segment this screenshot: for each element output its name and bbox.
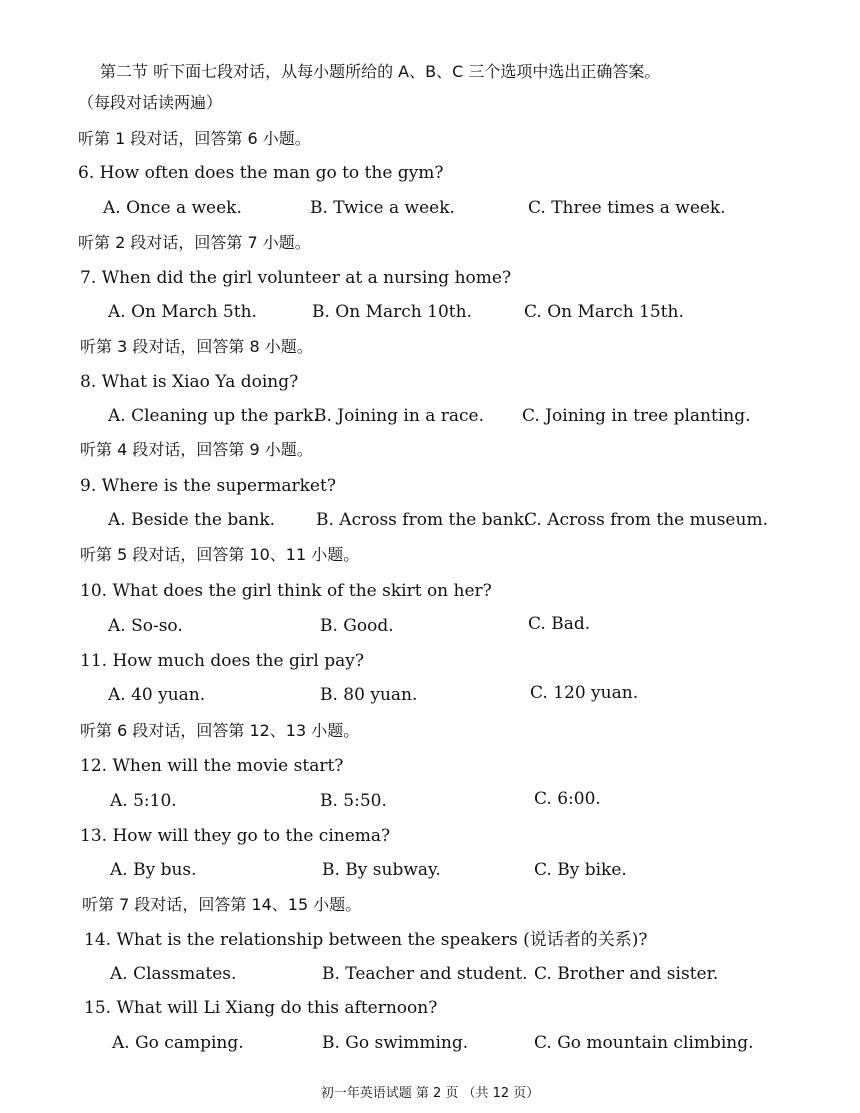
dialog-instruction: 听第 1 段对话，回答第 6 小题。: [78, 129, 311, 148]
option-b: B. 5:50.: [320, 791, 387, 811]
question-stem: 6. How often does the man go to the gym?: [78, 163, 444, 183]
option-c: C. By bike.: [534, 860, 627, 880]
option-a: A. 40 yuan.: [108, 685, 206, 705]
option-a: A. Classmates.: [110, 964, 237, 984]
question-stem: 11. How much does the girl pay?: [80, 651, 364, 671]
option-b: B. Joining in a race.: [314, 406, 484, 426]
option-c: C. 120 yuan.: [530, 683, 639, 703]
question-stem: 12. When will the movie start?: [80, 756, 344, 776]
option-a: A. Beside the bank.: [108, 510, 276, 530]
dialog-instruction: 听第 3 段对话，回答第 8 小题。: [80, 337, 313, 356]
dialog-instruction: 听第 2 段对话，回答第 7 小题。: [78, 233, 311, 252]
option-c: C. Brother and sister.: [534, 964, 719, 984]
option-c: C. Across from the museum.: [524, 510, 768, 530]
option-b: B. Teacher and student.: [322, 964, 528, 984]
option-b: B. 80 yuan.: [320, 685, 418, 705]
option-a: A. 5:10.: [110, 791, 177, 811]
option-b: B. Twice a week.: [310, 198, 455, 218]
option-a: A. On March 5th.: [108, 302, 257, 322]
question-stem: 10. What does the girl think of the skirt on her?: [80, 581, 492, 601]
option-a: A. So-so.: [108, 616, 183, 636]
option-c: C. Three times a week.: [528, 198, 726, 218]
option-b: B. Good.: [320, 616, 394, 636]
option-c: C. Joining in tree planting.: [522, 406, 751, 426]
option-b: B. Go swimming.: [322, 1033, 469, 1053]
question-stem: 8. What is Xiao Ya doing?: [80, 372, 299, 392]
page-footer: 初一年英语试题 第 2 页 （共 12 页）: [320, 1086, 540, 1101]
dialog-instruction: 听第 6 段对话，回答第 12、13 小题。: [80, 721, 360, 740]
question-stem: 15. What will Li Xiang do this afternoon?: [84, 998, 438, 1018]
option-c: C. Go mountain climbing.: [534, 1033, 754, 1053]
option-b: B. By subway.: [322, 860, 441, 880]
section-heading: 第二节 听下面七段对话，从每小题所给的 A、B、C 三个选项中选出正确答案。: [100, 62, 661, 81]
option-c: C. 6:00.: [534, 789, 601, 809]
option-c: C. On March 15th.: [524, 302, 684, 322]
option-a: A. Once a week.: [103, 198, 242, 218]
dialog-instruction: 听第 7 段对话，回答第 14、15 小题。: [82, 895, 362, 914]
option-c: C. Bad.: [528, 614, 591, 634]
question-stem: 13. How will they go to the cinema?: [80, 826, 391, 846]
dialog-instruction: 听第 5 段对话，回答第 10、11 小题。: [80, 545, 360, 564]
question-stem: 14. What is the relationship between the speakers (说话者的关系)?: [84, 930, 648, 950]
option-b: B. Across from the bank.: [316, 510, 530, 530]
option-a: A. Go camping.: [112, 1033, 244, 1053]
dialog-instruction: 听第 4 段对话，回答第 9 小题。: [80, 440, 313, 459]
question-stem: 9. Where is the supermarket?: [80, 476, 336, 496]
option-a: A. By bus.: [110, 860, 197, 880]
question-stem: 7. When did the girl volunteer at a nursing home?: [80, 268, 512, 288]
option-b: B. On March 10th.: [312, 302, 472, 322]
section-note: （每段对话读两遍）: [78, 93, 223, 112]
option-a: A. Cleaning up the park.: [108, 406, 319, 426]
